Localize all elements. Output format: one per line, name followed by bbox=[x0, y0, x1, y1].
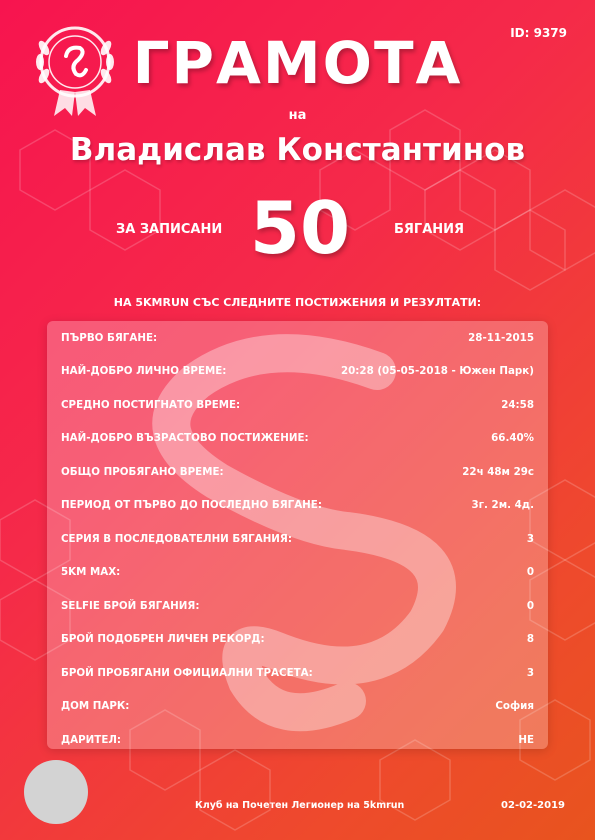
stat-row bbox=[47, 355, 548, 389]
stat-label: ПЪРВО БЯГАНЕ: bbox=[61, 331, 158, 344]
club-footer: Клуб на Почетен Легионер на 5kmrun bbox=[195, 800, 405, 811]
stat-row bbox=[47, 422, 548, 456]
stats-panel bbox=[47, 321, 548, 749]
stat-row bbox=[47, 321, 548, 355]
stat-row bbox=[47, 589, 548, 623]
stat-label: БРОЙ ПОДОБРЕН ЛИЧЕН РЕКОРД: bbox=[61, 633, 265, 646]
seal-placeholder bbox=[24, 760, 88, 824]
stats-list bbox=[47, 321, 548, 749]
issue-date: 02-02-2019 bbox=[501, 800, 565, 811]
stat-value: София bbox=[495, 700, 534, 713]
certificate-title: ГРАМОТА bbox=[132, 29, 463, 97]
to-label: на bbox=[288, 108, 307, 123]
stat-label: ПЕРИОД ОТ ПЪРВО ДО ПОСЛЕДНО БЯГАНЕ: bbox=[61, 499, 322, 512]
stat-value: 8 bbox=[526, 633, 534, 646]
stat-row bbox=[47, 522, 548, 556]
stat-value: 28-11-2015 bbox=[468, 331, 534, 344]
stat-row bbox=[47, 623, 548, 657]
stat-row bbox=[47, 388, 548, 422]
stat-row bbox=[47, 656, 548, 690]
stat-value: 3г. 2м. 4д. bbox=[471, 499, 534, 512]
stat-label: НАЙ-ДОБРО ВЪЗРАСТОВО ПОСТИЖЕНИЕ: bbox=[61, 432, 309, 445]
stat-label: НАЙ-ДОБРО ЛИЧНО ВРЕМЕ: bbox=[61, 365, 227, 378]
stat-value: 22ч 48м 29с bbox=[462, 465, 534, 478]
stat-label: ДАРИТЕЛ: bbox=[61, 733, 122, 746]
stat-value: 3 bbox=[526, 532, 534, 545]
stat-value: 0 bbox=[526, 566, 534, 579]
stat-row bbox=[47, 556, 548, 590]
stat-value: 0 bbox=[526, 599, 534, 612]
stat-label: ОБЩО ПРОБЯГАНО ВРЕМЕ: bbox=[61, 465, 224, 478]
run-count: 50 bbox=[249, 186, 351, 270]
recipient-name: Владислав Константинов bbox=[69, 132, 526, 168]
stat-value: НЕ bbox=[518, 733, 534, 746]
stat-label: SELFIE БРОЙ БЯГАНИЯ: bbox=[61, 599, 200, 612]
stat-row bbox=[47, 723, 548, 749]
certificate-id: ID: 9379 bbox=[510, 26, 567, 40]
recorded-label: ЗА ЗАПИСАНИ bbox=[116, 222, 223, 237]
stat-label: СРЕДНО ПОСТИГНАТО ВРЕМЕ: bbox=[61, 398, 241, 411]
stat-row bbox=[47, 489, 548, 523]
stat-value: 66.40% bbox=[491, 432, 534, 445]
stat-label: 5KM MAX: bbox=[61, 566, 121, 579]
stat-label: ДОМ ПАРК: bbox=[61, 700, 130, 713]
runs-label: БЯГАНИЯ bbox=[394, 222, 465, 237]
stat-label: СЕРИЯ В ПОСЛЕДОВАТЕЛНИ БЯГАНИЯ: bbox=[61, 532, 292, 545]
stat-row bbox=[47, 690, 548, 724]
stat-value: 20:28 (05-05-2018 - Южен Парк) bbox=[340, 365, 534, 378]
stat-value: 3 bbox=[526, 666, 534, 679]
stat-label: БРОЙ ПРОБЯГАНИ ОФИЦИАЛНИ ТРАСЕТА: bbox=[61, 666, 313, 679]
stat-row bbox=[47, 455, 548, 489]
stat-value: 24:58 bbox=[501, 398, 534, 411]
achievements-subtitle: НА 5KMRUN СЪС СЛЕДНИТЕ ПОСТИЖЕНИЯ И РЕЗУЛТАТИ: bbox=[113, 296, 482, 309]
